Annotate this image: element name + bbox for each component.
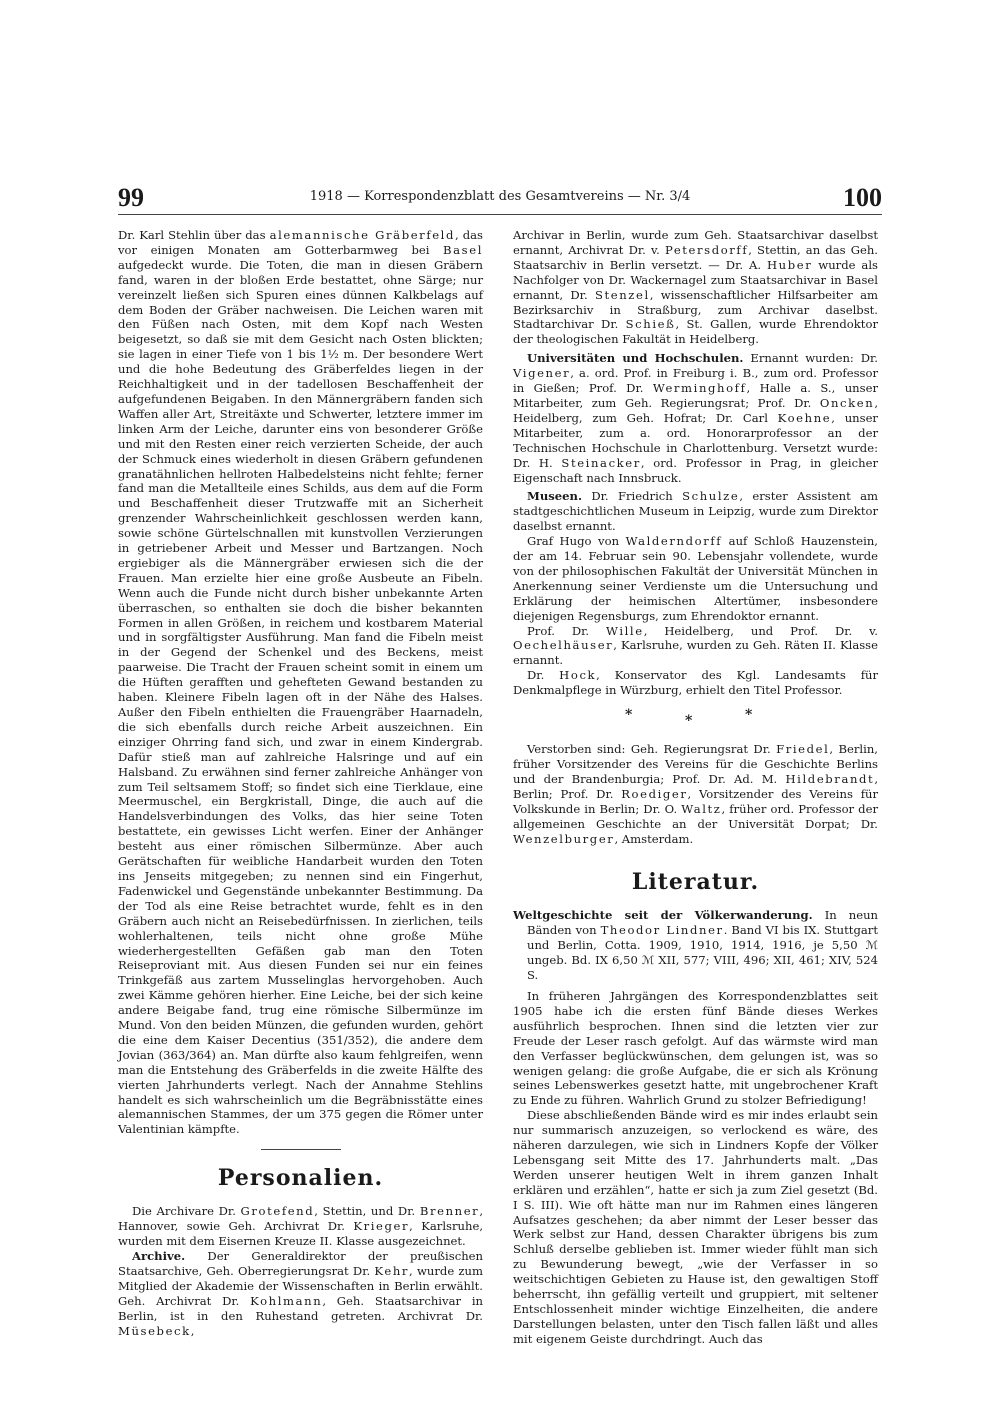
person-name: Hock	[559, 668, 597, 683]
text-run: aufgedeckt wurde. Die Toten, die man in diesen Gräbern fand, waren in der bloßen Erde bestattet, ohne Särge; nur vereinzelt ließen sich Spuren eines dünnen Kalkbelags auf dem Boden der Gräber nachweisen. Die Leichen waren mit den Füßen nach Osten, mit dem Kopf nach Westen beigesetzt, so daß sie mit dem Gesicht nach Osten blickten; sie lagen in einer Tiefe von 1 bis 1½ m. Der besondere Wert und die hohe Bedeutung des Gräberfeldes liegen in der Reichhaltigkeit und in der tadellosen Beschaffenheit der aufgefundenen Beigaben. In den Männergräbern fanden sich Waffen aller Art, Streitäxte und Schwerter, letztere immer im linken Arm der Leiche, darunter eins von besonderer Größe und mit den Resten einer reich verzierten Scheide, der auch der Schmuck eines wiederholt in diesen Gräbern gefundenen granatähnlichen hellroten Halbedelsteins nicht fehlte; ferner fand man die Metallteile eines Schilds, aus dem auf die Form und Beschaffenheit dieser Trutzwaffe mit an Sicherheit grenzender Wahrscheinlichkeit geschlossen werden kann, sowie schöne Gürtelschnallen mit kunstvollen Verzierungen in getriebener Arbeit und Messer und Bartzangen. Noch ergiebiger als die Männergräber erwiesen sich die der Frauen. Man erzielte hier eine große Ausbeute an Fibeln. Wenn auch die Funde nicht durch bisher unbekannte Arten überraschen, so enthalten sie doch die bisher bekannten Formen in allen Größen, in reichem und kostbarem Material und in sorgfältigster Ausführung. Man fand die Fibeln meist in der Gegend der Schenkel und des Beckens, meist paarweise. Die Tracht der Frauen scheint somit in einem um die Hüften gerafften und gehefteten Gewand bestanden zu haben. Kleinere Fibeln lagen oft in der Nähe des Halses. Außer den Fibeln enthielten die Frauengräber Haarnadeln, die sich ebenfalls durch reiche Arbeit auszeichnen. Ein einziger Ohrring fand sich, und zwar in einem Kindergrab. Dafür stieß man auf zahlreiche Halsringe und auf ein Halsband. Zu erwähnen sind ferner zahlreiche Anhänger von zum Teil seltsamem Stoff; so findet sich eine Tierklaue, eine Meermuschel, ein Bergkristall, Dinge, die auch auf die Handelsverbindungen des Volks, das hier seine Toten bestattete, ein gewisses Licht werfen. Einer der Anhänger besteht aus einer römischen Silbermünze. Aber auch Gerätschaften für weibliche Handarbeit wurden den Toten ins Jenseits mitgegeben; zu nennen sind ein Fingerhut, Fadenwickel und Gegenstände unbekannter Bestimmung. Da der Tod als eine Reise betrachtet wurde, fehlt es in den Gräbern auch nicht an Reisebedürfnissen. In zierlichen, teils wohlerhaltenen, teils nicht ohne große Mühe wiederhergestellten Gefäßen gab man den Toten Reiseproviant mit. Aus diesen Funden sei nur ein feines Trinkgefäß aus zartem Musselinglas hervorgehoben. Auch zwei Kämme gehören hierher. Eine Leiche, bei der sich keine andere Beigabe fand, trug eine römische Silbermünze im Mund. Von den beiden Münzen, die gefunden wurden, gehört die eine dem Kaiser Decentius (351/352), die andere dem Jovian (363/364) an. Man dürfte also kaum fehlgreifen, wenn man die Entstehung des Gräberfelds in die zweite Hälfte des vierten Jahrhunderts verlegt. Nach der Annahme Stehlins handelt es sich wahrscheinlich um die Begräbnisstätte eines alemannischen Stammes, der um 375 gegen die Römer unter Valentinian kämpfte.	[118, 257, 483, 1137]
person-name: Huber	[766, 257, 813, 272]
text-run: , Heidelberg, und Prof. Dr. v.	[643, 623, 878, 638]
text-run: Der Generaldirektor der preußischen Staatsarchive, Geh. Oberregierungsrat Dr.	[118, 1249, 483, 1278]
text-run: , Stettin, an das Geh. Staatsarchiv in Berlin versetzt. — Dr. A.	[513, 242, 878, 272]
person-name: Hildebrandt	[785, 771, 875, 786]
emphasis: Basel	[443, 242, 483, 257]
text-run: , a. ord. Prof. in Freiburg i. B., zum ord. Professor in Gießen; Prof. Dr.	[513, 366, 878, 396]
person-name: Petersdorff	[664, 242, 749, 257]
text-run: , Berlin; Prof. Dr.	[513, 771, 878, 801]
person-name: Kohlmann	[250, 1293, 323, 1308]
person-name: Grotefend	[240, 1204, 315, 1219]
text-run: , früher ord. Professor der allgemeinen Geschichte an der Universität Dorpat; Dr.	[513, 801, 878, 831]
text-run: , ord. Professor in Prag, in gleicher Eigenschaft nach Innsbruck.	[513, 455, 878, 485]
review-paragraph: In früheren Jahrgängen des Korrespondenzblattes seit 1905 habe ich die ersten fünf Bände dieses Werkes ausführlich besprochen. Ihnen sind die letzten vier zur Freude der Leser rasch gefolgt. Auf das wärmste wird man den Verfasser beglückwünschen, dem gelungen ist, was so wenigen gelang: die große Aufgabe, die er sich als Krönung seines Lebenswerkes gesetzt hatte, mit ungebrochener Kraft zu Ende zu führen. Wahrlich Grund zu stolzer Befriedigung!	[513, 988, 878, 1108]
person-name: Werminghoff	[652, 381, 747, 396]
text-run: Die Archivare Dr.	[132, 1204, 241, 1219]
person-name: Friedel	[776, 742, 830, 757]
person-name: Oechelhäuser	[513, 638, 614, 653]
universities-paragraph	[513, 351, 878, 485]
subsection-head: Universitäten und Hochschulen.	[527, 351, 744, 366]
text-run: Archivar in Berlin, wurde zum Geh. Staatsarchivar daselbst ernannt, Archivrat Dr. v.	[513, 228, 878, 257]
person-name: Oncken	[819, 395, 875, 410]
left-column	[118, 228, 483, 1338]
text-run: wurde als Nachfolger von Dr.	[513, 257, 878, 287]
text-run: Ernannt wurden: Dr.	[743, 351, 878, 366]
book-title: Weltgeschichte seit der Völkerwanderung.	[513, 908, 813, 923]
text-run: zum Staatsarchivar in Basel ernannt, Dr.	[513, 272, 878, 302]
page-number-left: 99	[118, 183, 144, 212]
author-name: Dr. Karl Stehlin	[118, 228, 210, 242]
bibliographic-entry	[513, 908, 878, 983]
section-title-personalien: Personalien.	[217, 1165, 384, 1192]
text-run: , Konservator des Kgl. Landesamts für Denkmalpflege in Würzburg, erhielt den Titel Professor.	[513, 668, 878, 698]
museums-paragraph	[513, 489, 878, 534]
section-divider	[261, 1149, 341, 1150]
personalien-paragraph	[118, 1204, 483, 1249]
text-run: , Hannover, sowie Geh. Archivrat Dr.	[118, 1204, 483, 1234]
obituary-paragraph	[513, 742, 878, 846]
text-run: , Vorsitzender des Vereins für Volkskunde in Berlin; Dr. O.	[513, 786, 878, 816]
person-name: Vigener	[513, 366, 571, 381]
text-run: , Geh. Staatsarchivar in Berlin, ist in den Ruhestand getreten. Archivrat Dr.	[118, 1293, 483, 1323]
text-run: . Band VI bis IX. Stuttgart und Berlin, Cotta. 1909, 1910, 1914, 1916, je 5,50 ℳ ungeb. Bd. IX 6,50 ℳ XII, 577; VIII, 496; XII, 461; XIV, 524 S.	[527, 923, 878, 983]
section-title-literatur: Literatur.	[631, 869, 760, 896]
text-run: Graf Hugo von	[527, 534, 626, 549]
archive-paragraph-cont	[513, 228, 878, 347]
text-run: , Berlin, früher Vorsitzender des Vereins für die Geschichte Berlins und der Brandenburgia; Prof. Dr. Ad. M.	[513, 742, 878, 786]
text-run: , Heidelberg, zum Geh. Hofrat; Dr. Carl	[513, 395, 878, 425]
book-citation	[513, 908, 878, 983]
person-name: Waltz	[681, 801, 722, 816]
text-run: , Halle a. S., unser Mitarbeiter, zum Geh. Regierungsrat; Prof. Dr.	[513, 381, 878, 410]
star-glyph: *	[685, 713, 693, 730]
text-run: , wurde zum Mitglied der Akademie der Wissenschaften in Berlin erwählt. Geh. Archivrat Dr.	[118, 1263, 483, 1308]
text-run: , erster Assistent am stadtgeschichtlichen Museum in Leipzig, wurde zum Direktor daselbst ernannt.	[513, 489, 878, 534]
text-run: auf Schloß Hauzenstein, der am 14. Februar sein 90. Lebensjahr vollendete, wurde von der philosophischen Fakultät der Universität München in Anerkennung seiner Verdienste um die Untersuchung und Erklärung der heimischen Altertümer, insbesondere diejenigen Regensburgs, zum Ehrendoktor ernannt.	[513, 534, 878, 623]
person-name: Schulze	[682, 489, 740, 504]
person-name: Krieger	[353, 1219, 410, 1234]
running-head: 1918 — Korrespondenzblatt des Gesamtvereins — Nr. 3/4	[309, 189, 691, 204]
honorary-doctor-paragraph	[513, 534, 878, 623]
professor-title-paragraph	[513, 668, 878, 698]
text-run: , wissenschaftlicher Hilfsarbeiter am Bezirksarchiv in Straßburg, zum Archivar daselbst. Stadtarchivar Dr.	[513, 287, 878, 332]
person-name: Müsebeck	[118, 1323, 191, 1338]
star-glyph: *	[625, 707, 633, 724]
privy-council-paragraph	[513, 624, 878, 669]
text-run: , Stettin, und Dr.	[314, 1204, 420, 1219]
person-name: Koehne	[777, 410, 832, 425]
right-column	[513, 228, 878, 1347]
person-name: Walderndorff	[625, 534, 723, 549]
text-run: , das vor einigen Monaten am Gotterbarmweg bei	[118, 228, 484, 257]
text-run: , Karlsruhe, wurden zu Geh. Räten II. Klasse ernannt.	[513, 638, 878, 668]
text-run: Prof. Dr.	[527, 623, 606, 638]
person-name: Stenzel	[594, 287, 650, 302]
subsection-head: Archive.	[132, 1249, 186, 1263]
person-name: Schieß	[625, 317, 676, 332]
text-run: , unser Mitarbeiter, zum a. ord. Honorarprofessor an der Technischen Hochschule in Charlottenburg. Versetzt wurde: Dr. H.	[513, 410, 878, 470]
page-header	[118, 183, 882, 217]
review-paragraph: Diese abschließenden Bände wird es mir indes erlaubt sein nur summarisch anzuzeigen, so verlockend es wäre, des näheren darzulegen, wie sich in Lindners Kopfe der Völker Lebensgang seit Mitte des 17. Jahrhunderts malt. „Das Werden unserer heutigen Welt in ihrem ganzen Inhalt erklären und erzählen“, hatte er sich ja zum Ziel gesetzt (Bd. I S. III). Wie oft hätte man nur im Rahmen eines längeren Aufsatzes geschehen; da aber nimmt der Leser besser das Werk selbst zur Hand, dessen Charakter übrigens bis zum Schluß derselbe geblieben ist. Immer wieder fühlt man sich zu Bewunderung bewegt, „wie der Verfasser in so weitschichtigen Gebieten zu Hause ist, den gewaltigen Stoff beherrscht, ihn gefällig verteilt und gruppiert, mit seltener Entschlossenheit minder wichtige Einzelheiten, die andere Darstellungen belasten, unter den Tisch fallen läßt und alles mit eigenem Geiste durchdringt. Auch das	[513, 1108, 878, 1346]
text-run: In neun Bänden von	[527, 908, 879, 938]
text-run: ,	[190, 1323, 195, 1338]
page-number-right: 100	[843, 183, 882, 212]
subsection-head: Museen.	[527, 489, 583, 504]
archive-paragraph	[118, 1249, 483, 1338]
text-run: , St. Gallen, wurde Ehrendoktor der theologischen Fakultät in Heidelberg.	[513, 317, 878, 347]
person-name: Wenzelburger	[513, 831, 615, 846]
person-name: Wackernagel	[630, 272, 707, 287]
text-run: Verstorben sind: Geh. Regierungsrat Dr.	[527, 742, 777, 757]
text-run: , Amsterdam.	[614, 831, 694, 846]
book-author: Theodor Lindner	[600, 923, 724, 938]
person-name: Wille	[606, 623, 644, 638]
text-run: Dr. Friedrich	[582, 489, 683, 504]
person-name: Kehr	[374, 1263, 410, 1278]
text-run: über das	[209, 228, 270, 242]
asterism	[513, 706, 878, 734]
emphasis: alemannische Gräberfeld	[269, 228, 456, 242]
text-run: Dr.	[527, 668, 560, 683]
header-rule	[118, 214, 882, 215]
person-name: Roediger	[621, 786, 688, 801]
person-name: Steinacker	[561, 455, 641, 470]
text-run: , Karlsruhe, wurden mit dem Eisernen Kreuze II. Klasse ausgezeichnet.	[118, 1219, 484, 1249]
article-paragraph	[118, 228, 483, 1137]
person-name: Brenner	[419, 1204, 480, 1219]
star-glyph: *	[745, 707, 753, 724]
